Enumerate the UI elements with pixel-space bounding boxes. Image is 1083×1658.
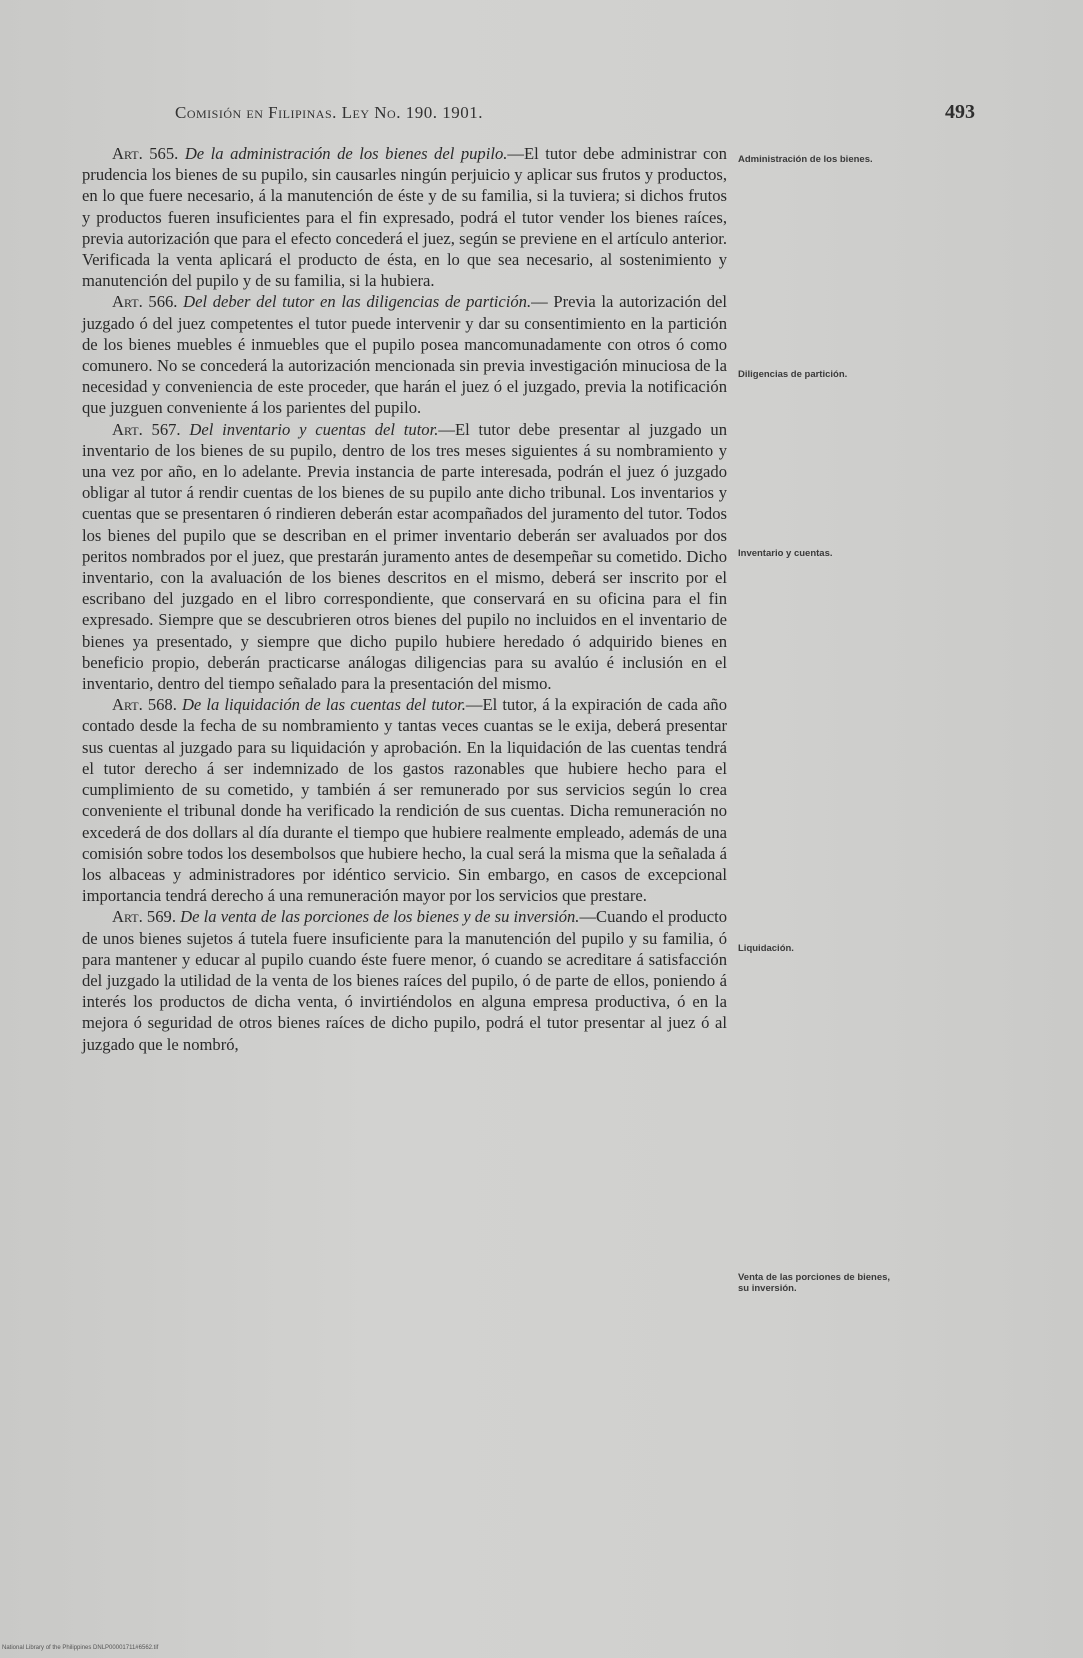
scan-footer: National Library of the Philippines DNLP00001711#6562.tif [2,1645,159,1651]
margin-note-liquidacion: Liquidación. [738,943,794,954]
article-569 [82,906,727,1054]
article-568 [82,694,727,906]
margin-note-venta: Venta de las porciones de bienes, su inversión. [738,1272,891,1294]
margin-note-diligencias: Diligencias de partición. [738,369,848,380]
margin-note-administracion: Administración de los bienes. [738,154,873,165]
article-565 [82,143,727,291]
article-text: — Previa la autorización del juzgado ó del juez competentes el tutor puede intervenir y dar su consentimiento en la partición de los bienes muebles é inmuebles que el pupilo posea mancomunadamente con otros ó como comunero. No se concederá la autorización mencionada sin previa investigación minuciosa de la necesidad y conveniencia de este proceder, que harán el juez ó el juzgado, previa la notificación que juzguen conveniente á los parientes del pupilo. [82,292,727,418]
article-number: Art. 569. [112,907,176,927]
article-text: —Cuando el producto de unos bienes sujetos á tutela fuere insuficiente para la manutención del pupilo y su familia, ó para mantener y educar al pupilo cuando éste fuere menor, ó cuando se acreditare á satisfacción del juzgado la utilidad de la venta de los bienes raíces del pupilo, ó de parte de ellos, poniendo á interés los productos de dicha venta, ó invirtiéndolos en alguna empresa productiva, ó en la mejora ó seguridad de otros bienes raíces de dicho pupilo, podrá el tutor presentar al juez ó al juzgado que le nombró, [82,907,727,1054]
article-title: De la administración de los bienes del pupilo. [184,144,508,163]
article-title: De la venta de las porciones de los bienes y de su inversión. [180,907,580,927]
article-title: Del deber del tutor en las diligencias de partición. [183,292,532,312]
body-text [82,143,727,1055]
article-567 [82,419,727,695]
margin-note-inventario: Inventario y cuentas. [738,548,833,559]
article-text: —El tutor debe presentar al juzgado un inventario de los bienes de su pupilo, dentro de los tres meses siguientes á su nombramiento y una vez por año, en lo adelante. Previa instancia de parte interesada, podrán el juez ó juzgado obligar al tutor á rendir cuentas de los bienes de su pupilo ante dicho tribunal. Los inventarios y cuentas que se presentaren ó rindieren deberán estar acompañados del juramento del tutor. Todos los bienes del pupilo que se describan en el primer inventario deberán ser avaluados por dos peritos nombrados por el juez, que prestarán juramento antes de desempeñar su cometido. Dicho inventario, con la avaluación de los bienes descritos en el mismo, deberá ser inscrito por el escribano del juzgado en el libro correspondiente, que conservará en su oficina para el fin expresado. Siempre que se descubrieren otros bienes del pupilo no incluidos en el inventario de bienes ya presentado, y siempre que dicho pupilo hubiere heredado ó adquirido bienes en beneficio propio, deberán practicarse análogas diligencias para su avalúo é inclusión en el inventario, dentro del tiempo señalado para la presentación del mismo. [82,419,727,694]
article-title: Del inventario y cuentas del tutor. [189,419,439,439]
page-number: 493 [945,101,975,123]
article-title: De la liquidación de las cuentas del tutor. [181,695,466,715]
article-number: Art. 567. [112,419,181,439]
article-text: —El tutor, á la expiración de cada año contado desde la fecha de su nombramiento y tantas veces cuantas se le exija, deberá presentar sus cuentas al juzgado para su liquidación y aprobación. En la liquidación de las cuentas tendrá el tutor derecho á ser indemnizado de los gastos razonables que hubiere hecho para el cumplimiento de su cometido, y también á ser remunerado por sus servicios según lo crea conveniente el tribunal donde ha verificado la rendición de sus cuentas. Dicha remuneración no excederá de dos dollars al día durante el tiempo que hubiere realmente empleado, además de una comisión sobre todos los desembolsos que hubiere hecho, la cual será la misma que la señalada á los albaceas y administradores por idéntico servicio. Sin embargo, en casos de excepcional importancia tendrá derecho á una remuneración mayor por los servicios que prestare. [82,695,727,906]
article-text: —El tutor debe administrar con prudencia los bienes de su pupilo, sin causarles ningún perjuicio y aplicar sus frutos y productos, en lo que fuere necesario, á la manutención de éste y de su familia, si la tuviera; si dichos frutos y productos fueren insuficientes para el fin expresado, podrá el tutor vender los bienes raíces, previa autorización que para el efecto concederá el juez, según se previene en el artículo anterior. Verificada la venta aplicará el producto de ésta, en lo que sea necesario, al sostenimiento y manutención del pupilo y de su familia, si la hubiera. [82,144,727,291]
article-number: Art. 568. [112,695,177,715]
running-head: Comisión en Filipinas. Ley No. 190. 1901. [175,103,483,122]
page-header [175,103,975,133]
article-number: Art. 565. [112,144,179,163]
article-number: Art. 566. [112,292,178,312]
article-566 [82,291,727,418]
